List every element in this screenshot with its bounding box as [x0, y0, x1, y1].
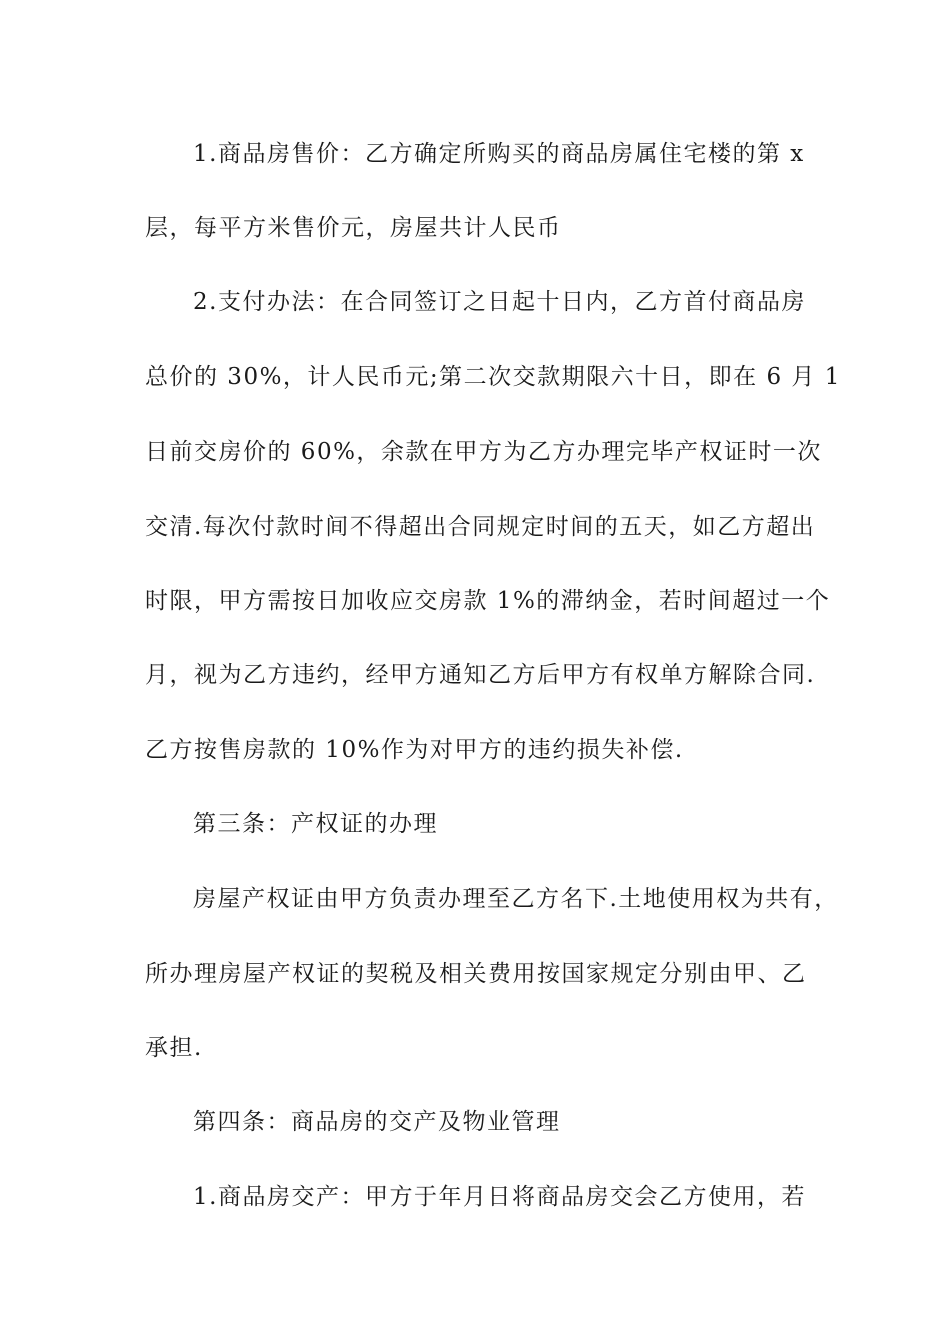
- paragraph-line: 1.商品房交产：甲方于年月日将商品房交会乙方使用，若: [193, 1184, 806, 1210]
- paragraph-line: 交清.每次付款时间不得超出合同规定时间的五天，如乙方超出: [145, 514, 816, 540]
- paragraph-line: 乙方按售房款的 10%作为对甲方的违约损失补偿.: [145, 737, 684, 763]
- paragraph-line: 月，视为乙方违约，经甲方通知乙方后甲方有权单方解除合同.: [145, 662, 816, 688]
- paragraph-line: 层，每平方米售价元，房屋共计人民币: [145, 215, 562, 241]
- paragraph-line: 1.商品房售价：乙方确定所购买的商品房属住宅楼的第 x: [193, 141, 805, 167]
- section-heading: 第四条：商品房的交产及物业管理: [193, 1109, 561, 1135]
- paragraph-line: 房屋产权证由甲方负责办理至乙方名下.土地使用权为共有，: [193, 886, 839, 912]
- paragraph-line: 总价的 30%，计人民币元;第二次交款期限六十日，即在 6 月 1: [145, 364, 841, 390]
- paragraph-line: 时限，甲方需按日加收应交房款 1%的滞纳金，若时间超过一个: [145, 588, 831, 614]
- paragraph-line: 所办理房屋产权证的契税及相关费用按国家规定分别由甲、乙: [145, 961, 807, 987]
- paragraph-line: 日前交房价的 60%，余款在甲方为乙方办理完毕产权证时一次: [145, 439, 822, 465]
- paragraph-line: 2.支付办法：在合同签订之日起十日内，乙方首付商品房: [193, 289, 806, 315]
- paragraph-line: 承担.: [145, 1035, 203, 1061]
- section-heading: 第三条：产权证的办理: [193, 811, 438, 837]
